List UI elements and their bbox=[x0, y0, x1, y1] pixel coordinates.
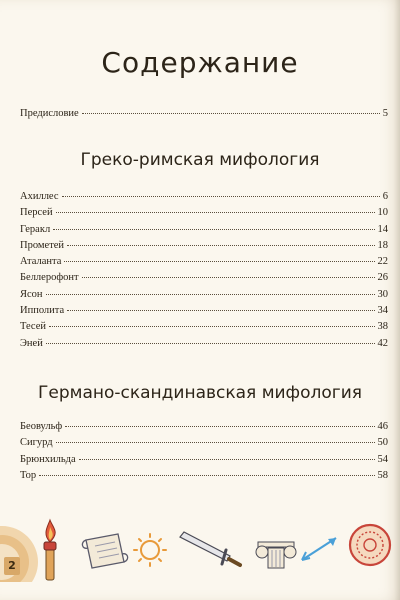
toc-entry-page: 58 bbox=[377, 469, 388, 481]
toc-dot-leader bbox=[46, 294, 375, 295]
section-title-greco-roman: Греко-римская мифология bbox=[80, 150, 320, 170]
toc-entry[interactable] bbox=[20, 321, 388, 337]
toc-entry-label: Сигурд bbox=[20, 437, 53, 449]
toc-entry[interactable] bbox=[20, 240, 388, 256]
toc-dot-leader bbox=[67, 310, 374, 311]
toc-entry[interactable] bbox=[20, 421, 388, 437]
toc-dot-leader bbox=[79, 459, 375, 460]
toc-entry-page: 30 bbox=[377, 288, 388, 300]
column-capital-icon bbox=[256, 542, 296, 568]
toc-entry-label: Ипполита bbox=[20, 305, 65, 317]
toc-entry-label: Геракл bbox=[20, 223, 51, 235]
toc-dot-leader bbox=[56, 442, 375, 443]
toc-entry[interactable] bbox=[20, 470, 388, 486]
page-title: Содержание bbox=[101, 46, 299, 79]
toc-entry-label: Ахиллес bbox=[20, 191, 59, 202]
toc-entry[interactable] bbox=[20, 224, 388, 240]
toc-entry[interactable] bbox=[20, 272, 388, 288]
toc-entry-label: Эней bbox=[20, 337, 43, 349]
toc-entry[interactable] bbox=[20, 191, 388, 207]
toc-entry-page: 10 bbox=[377, 207, 388, 219]
toc-entry-page: 34 bbox=[377, 305, 388, 317]
scroll-icon bbox=[82, 534, 127, 568]
page-number: 2 bbox=[4, 557, 20, 575]
toc-entry-page: 5 bbox=[382, 108, 388, 119]
section-title-norse: Германо-скандинавская мифология bbox=[38, 383, 362, 403]
toc-entry-page: 50 bbox=[377, 437, 388, 449]
toc-dot-leader bbox=[56, 212, 375, 213]
toc-dot-leader bbox=[49, 326, 374, 327]
arrow-icon bbox=[302, 538, 336, 560]
toc-entry-page: 18 bbox=[377, 239, 388, 251]
toc-dot-leader bbox=[65, 426, 374, 427]
toc-entry[interactable] bbox=[20, 256, 388, 272]
sun-icon bbox=[134, 534, 166, 566]
toc-entry[interactable] bbox=[20, 207, 388, 223]
toc-entry-label: Брюнхильда bbox=[20, 453, 76, 465]
toc-entry-label: Тесей bbox=[20, 321, 47, 333]
toc-preface bbox=[20, 108, 388, 124]
toc-entry-label: Предисловие bbox=[20, 108, 79, 119]
toc-dot-leader bbox=[53, 229, 374, 230]
toc-entry-page: 6 bbox=[382, 191, 388, 202]
toc-list-greco-roman bbox=[20, 191, 388, 354]
toc-entry-label: Прометей bbox=[20, 239, 65, 251]
toc-entry[interactable] bbox=[20, 454, 388, 470]
toc-dot-leader bbox=[82, 277, 375, 278]
toc-entry-preface[interactable] bbox=[20, 108, 388, 124]
toc-entry-page: 42 bbox=[377, 337, 388, 349]
toc-entry-page: 46 bbox=[377, 421, 388, 432]
toc-entry-page: 14 bbox=[377, 223, 388, 235]
toc-entry-label: Ясон bbox=[20, 288, 43, 300]
toc-dot-leader bbox=[67, 245, 374, 246]
toc-entry-label: Аталанта bbox=[20, 256, 62, 268]
toc-entry-label: Тор bbox=[20, 469, 37, 481]
toc-dot-leader bbox=[62, 196, 380, 197]
toc-dot-leader bbox=[82, 113, 380, 114]
toc-entry[interactable] bbox=[20, 437, 388, 453]
toc-entry[interactable] bbox=[20, 305, 388, 321]
toc-entry-page: 54 bbox=[377, 453, 388, 465]
torch-icon bbox=[44, 520, 56, 580]
sword-icon bbox=[180, 532, 240, 565]
toc-entry[interactable] bbox=[20, 289, 388, 305]
decoration-strip bbox=[0, 512, 400, 582]
toc-entry-page: 38 bbox=[377, 321, 388, 333]
toc-dot-leader bbox=[39, 475, 374, 476]
toc-entry-page: 22 bbox=[377, 256, 388, 268]
toc-entry[interactable] bbox=[20, 338, 388, 354]
toc-entry-label: Беллерофонт bbox=[20, 272, 79, 284]
toc-list-norse bbox=[20, 421, 388, 486]
toc-dot-leader bbox=[64, 261, 374, 262]
toc-entry-label: Персей bbox=[20, 207, 53, 219]
toc-entry-page: 26 bbox=[377, 272, 388, 284]
rune-shield-icon bbox=[350, 525, 390, 565]
toc-dot-leader bbox=[46, 343, 375, 344]
toc-entry-label: Беовульф bbox=[20, 421, 63, 432]
